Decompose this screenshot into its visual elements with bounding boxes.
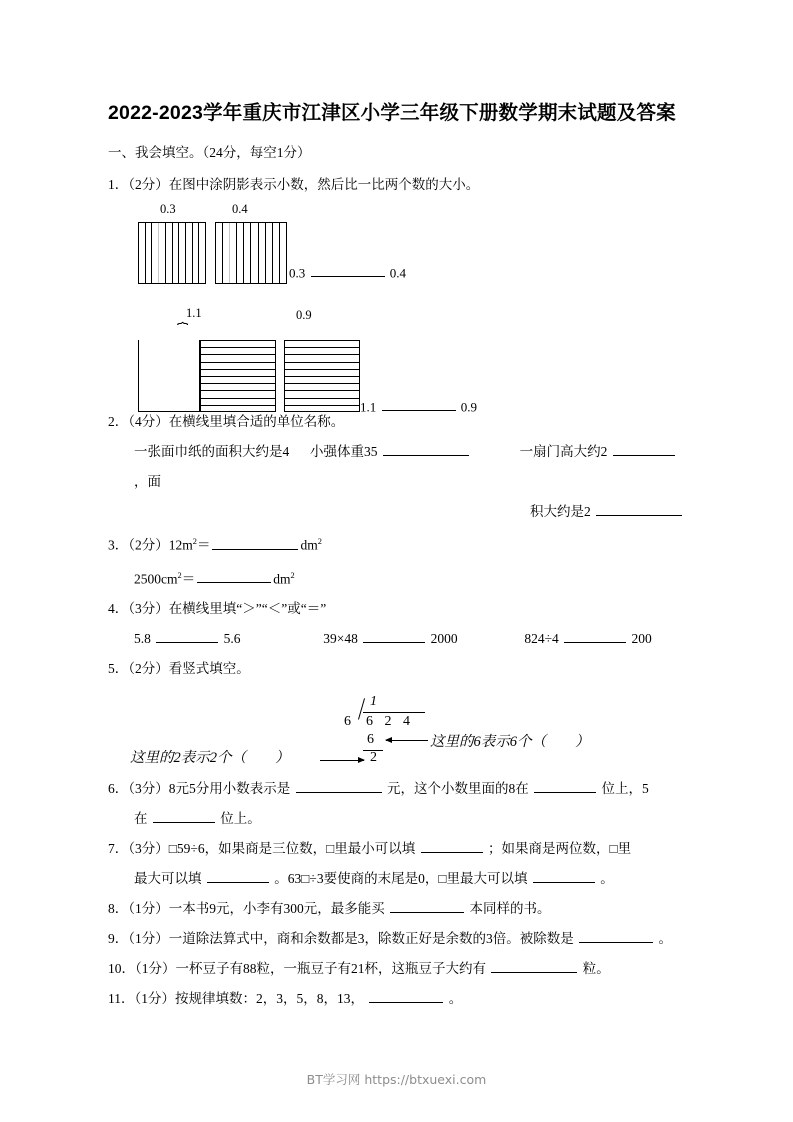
q6-part-3: 位上，5 <box>601 781 649 796</box>
q1-bar2-label: 0.4 <box>232 202 248 216</box>
bar-cell <box>223 223 230 283</box>
q1-bar1-label: 0.3 <box>160 202 176 216</box>
q7-blank-3[interactable] <box>533 869 595 883</box>
q4-item-2-right: 2000 <box>430 631 458 646</box>
q3-number: 3．（2分） <box>108 537 169 553</box>
bar-cell <box>273 223 280 283</box>
bar-cell <box>216 223 223 283</box>
q1-diagram-mixed-number <box>108 302 688 415</box>
bar-row <box>285 384 359 391</box>
q7-part-2: ；如果商是两位数，□里 <box>487 841 632 856</box>
division-quotient: 1 <box>370 694 377 709</box>
question-2-line-1 <box>108 437 688 497</box>
q1-bar-2 <box>215 222 287 284</box>
q7-part-3: 最大可以填 <box>134 871 202 886</box>
arrow-to-subtrahend-icon <box>386 740 428 741</box>
q2-blank-2[interactable] <box>383 442 469 456</box>
q6-part-5: 位上。 <box>220 811 261 826</box>
bar-cell <box>230 223 237 283</box>
q7-part-5: 。 <box>600 871 614 886</box>
division-bracket-icon <box>358 698 365 720</box>
bar-row <box>285 363 359 370</box>
bar-cell <box>152 223 159 283</box>
q1-diagram-decimal-tenths <box>108 202 688 302</box>
bar-row <box>285 399 359 406</box>
bar-row <box>201 406 275 413</box>
q3-b-unit: dm <box>273 571 291 586</box>
q10-part-1: 10．（1分）一杯豆子有88粒，一瓶豆子有21杯，这瓶豆子大约有 <box>108 961 486 976</box>
q3-a-eq: ＝ <box>196 537 211 553</box>
bar-row <box>201 399 275 406</box>
bar-row <box>201 341 275 348</box>
question-6-line-1 <box>108 774 688 804</box>
q3-b-left: 2500cm <box>134 571 178 586</box>
q9-blank-1[interactable] <box>579 929 653 943</box>
section-heading: 一、我会填空。（24分，每空1分） <box>108 145 311 160</box>
division-divisor: 6 <box>344 714 351 729</box>
bar-cell <box>186 223 193 283</box>
q11-part-1: 11．（1分）按规律填数：2，3，5，8，13， <box>108 991 364 1006</box>
q2-item-3-tail: ，面 <box>134 474 161 489</box>
q1-bar3-label: 0.9 <box>296 308 312 322</box>
q3-blank-b[interactable] <box>197 569 271 583</box>
question-2-line-2 <box>108 497 688 527</box>
division-subtrahend: 6 <box>367 732 374 747</box>
bar-row <box>285 341 359 348</box>
bar-row <box>285 391 359 398</box>
question-4-text: 4．（3分）在横线里填“＞”“＜”或“＝” <box>108 601 327 616</box>
q7-part-4: 。63□÷3要使商的末尾是0，□里最大可以填 <box>274 871 528 886</box>
q5-annotation-right: 这里的6表示6个（ ） <box>430 734 590 750</box>
question-5-text: 5．（2分）看竖式填空。 <box>108 661 250 676</box>
q1-hbar-1-empty <box>138 340 200 412</box>
q3-b-eq: ＝ <box>181 571 196 586</box>
bar-row <box>201 384 275 391</box>
footer-watermark: BT学习网 https://btxuexi.com <box>306 1072 487 1087</box>
q5-annotation-left: 这里的2表示2个（ ） <box>130 750 290 766</box>
q6-blank-2[interactable] <box>534 779 596 793</box>
q1-bar-1 <box>138 222 206 284</box>
division-remainder: 2 <box>370 750 377 765</box>
q3-a-left-sup: 2 <box>192 537 197 546</box>
q3-a-unit: dm <box>300 537 318 553</box>
q1-compare-1-right: 0.4 <box>389 265 406 281</box>
page-title: 2022-2023学年重庆市江津区小学三年级下册数学期末试题及答案 <box>108 102 676 124</box>
bar-row <box>201 370 275 377</box>
q8-part-2: 本同样的书。 <box>469 901 551 916</box>
question-3-text <box>108 527 688 561</box>
q6-part-4: 在 <box>134 811 148 826</box>
q8-part-1: 8．（1分）一本书9元，小李有300元，最多能买 <box>108 901 385 916</box>
arrow-to-remainder-icon <box>320 760 364 761</box>
bar-row <box>285 355 359 362</box>
q11-blank-1[interactable] <box>369 989 443 1003</box>
bar-row <box>201 391 275 398</box>
bar-row <box>285 377 359 384</box>
q3-blank-a[interactable] <box>212 536 298 550</box>
q4-item-2-left: 39×48 <box>323 631 358 646</box>
q1-brace-label: 1.1 <box>186 306 202 320</box>
q11-part-2: 。 <box>448 991 463 1006</box>
q4-blank-2[interactable] <box>363 629 425 643</box>
bar-row <box>285 370 359 377</box>
q3-b-unit-sup: 2 <box>290 570 295 580</box>
question-7-line-2 <box>108 864 688 894</box>
q1-hbar-3 <box>284 340 360 412</box>
q4-item-1-right: 5.6 <box>223 631 241 646</box>
bar-cell <box>259 223 266 283</box>
division-dividend: 6 2 4 <box>366 714 414 729</box>
bar-row <box>201 377 275 384</box>
q7-blank-1[interactable] <box>421 839 483 853</box>
q4-item-3-right: 200 <box>631 631 652 646</box>
q1-compare-2-left: 1.1 <box>360 399 377 415</box>
q6-blank-1[interactable] <box>296 779 382 793</box>
page-content <box>108 95 688 1014</box>
q1-compare-1-blank[interactable] <box>311 264 385 277</box>
question-7-line-1 <box>108 834 688 864</box>
question-6-line-2 <box>108 804 688 834</box>
q6-part-1: 6．（3分）8元5分用小数表示是 <box>108 781 291 796</box>
bar-cell <box>251 223 258 283</box>
q2-item-2-label: 小强体重35 <box>310 444 378 459</box>
q1-compare-2-blank[interactable] <box>382 398 456 411</box>
q4-blank-3[interactable] <box>564 629 626 643</box>
q4-item-3-left: 824÷4 <box>524 631 559 646</box>
bar-cell <box>179 223 186 283</box>
q9-part-2: 。 <box>658 931 672 946</box>
question-4-items <box>108 624 688 654</box>
question-3-line-2 <box>108 561 688 595</box>
question-10 <box>108 954 688 984</box>
q3-b-left-sup: 2 <box>177 570 182 580</box>
q1-hbar-2 <box>200 340 276 412</box>
question-2-text: 2．（4分）在横线里填合适的单位名称。 <box>108 414 345 429</box>
bar-cell <box>139 223 146 283</box>
bar-row <box>201 348 275 355</box>
q1-compare-1 <box>289 264 406 281</box>
question-8 <box>108 894 688 924</box>
q2-item-4-label: 积大约是2 <box>530 504 591 519</box>
bar-cell <box>244 223 251 283</box>
bar-row <box>285 348 359 355</box>
q2-blank-4[interactable] <box>596 502 682 516</box>
q9-part-1: 9．（1分）一道除法算式中，商和余数都是3，除数正好是余数的3倍。被除数是 <box>108 931 574 946</box>
q1-compare-2-right: 0.9 <box>460 399 477 415</box>
bar-cell <box>146 223 153 283</box>
bar-cell <box>237 223 244 283</box>
question-11 <box>108 984 688 1014</box>
bar-cell <box>199 223 205 283</box>
bar-row <box>201 363 275 370</box>
bar-cell <box>266 223 273 283</box>
q1-compare-2 <box>360 398 477 415</box>
bar-cell <box>280 223 286 283</box>
bar-cell <box>193 223 200 283</box>
brace-icon: ⏞ <box>176 323 188 339</box>
bar-row <box>285 406 359 413</box>
q8-blank-1[interactable] <box>390 899 464 913</box>
bar-row <box>201 355 275 362</box>
q5-long-division-diagram <box>108 686 688 774</box>
q2-item-3-label: 一扇门高大约2 <box>519 444 608 459</box>
q2-item-1-label: 一张面巾纸的面积大约是4 <box>134 444 290 459</box>
bar-cell <box>166 223 173 283</box>
q10-part-2: 粒。 <box>582 961 610 976</box>
q3-a-unit-sup: 2 <box>317 537 322 546</box>
q10-blank-1[interactable] <box>491 959 577 973</box>
q1-compare-1-left: 0.3 <box>289 265 306 281</box>
question-9 <box>108 924 688 954</box>
q7-part-1: 7．（3分）□59÷6，如果商是三位数，□里最小可以填 <box>108 841 416 856</box>
q3-a-left: 12m <box>168 537 193 553</box>
q6-part-2: 元，这个小数里面的8在 <box>387 781 529 796</box>
bar-cell <box>173 223 180 283</box>
q4-item-1-left: 5.8 <box>134 631 151 646</box>
q6-blank-3[interactable] <box>153 809 215 823</box>
q7-blank-2[interactable] <box>207 869 269 883</box>
question-1-text: 1．（2分）在图中涂阴影表示小数，然后比一比两个数的大小。 <box>108 177 480 192</box>
division-vinculum <box>363 712 425 713</box>
bar-cell <box>159 223 166 283</box>
q4-blank-1[interactable] <box>156 629 218 643</box>
q2-blank-3[interactable] <box>613 442 675 456</box>
